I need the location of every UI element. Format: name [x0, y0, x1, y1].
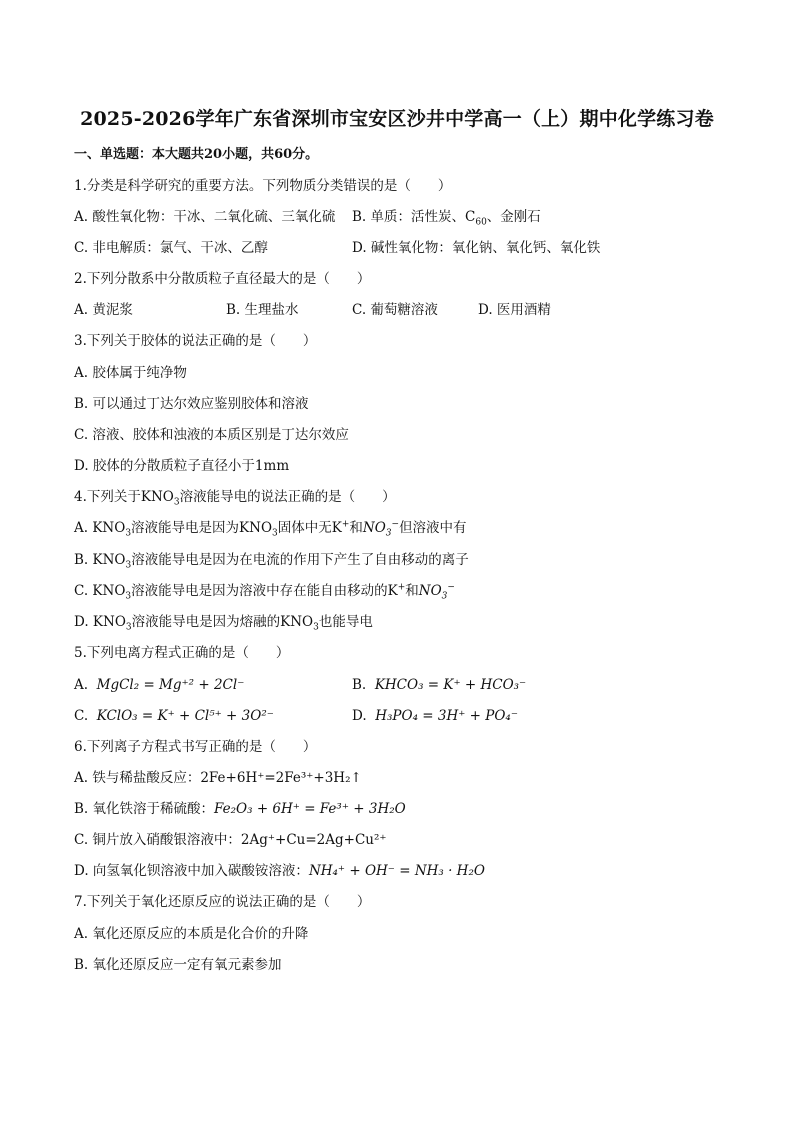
question-6-option-a: A. 铁与稀盐酸反应：2Fe+6H⁺=2Fe³⁺+3H₂↑: [74, 770, 362, 786]
question-1-stem: 1.分类是科学研究的重要方法。下列物质分类错误的是（ ）: [74, 178, 452, 194]
question-7-stem: 7.下列关于氧化还原反应的说法正确的是（ ）: [74, 894, 371, 910]
question-5-option-c: C. KClO₃ = K⁺ + Cl⁵⁺ + 3O²⁻: [74, 708, 274, 724]
question-3-stem: 3.下列关于胶体的说法正确的是（ ）: [74, 333, 317, 349]
question-4-option-c: C. $KNO_3$溶液能导电是因为溶液中存在能自由移动的K+和$NO_3^-$: [74, 582, 455, 602]
question-1-option-b: B. 单质：活性炭、$C_{60}$、金刚石: [352, 209, 541, 228]
question-5-option-b: B. KHCO₃ = K⁺ + HCO₃⁻: [352, 677, 527, 693]
question-3-option-a: A. 胶体属于纯净物: [74, 365, 187, 381]
question-2-option-b: B. 生理盐水: [226, 302, 299, 318]
question-3-option-c: C. 溶液、胶体和浊液的本质区别是丁达尔效应: [74, 427, 349, 443]
question-4-option-a: A. $KNO_3$溶液能导电是因为$KNO_3$固体中无K+和$NO_3^-$但溶液中有: [74, 519, 467, 539]
question-1-option-a: A. 酸性氧化物：干冰、二氧化硫、三氧化硫: [74, 209, 336, 225]
question-2-option-c: C. 葡萄糖溶液: [352, 302, 438, 318]
question-6-stem: 6.下列离子方程式书写正确的是（ ）: [74, 739, 317, 755]
question-1-option-c: C. 非电解质：氯气、干冰、乙醇: [74, 240, 268, 256]
question-4-stem: 4.下列关于$KNO_3$溶液能导电的说法正确的是（ ）: [74, 489, 396, 508]
question-2-stem: 2.下列分散系中分散质粒子直径最大的是（ ）: [74, 271, 371, 287]
question-5-option-d: D. H₃PO₄ = 3H⁺ + PO₄⁻: [352, 708, 518, 724]
question-4-option-b: B. $KNO_3$溶液能导电是因为在电流的作用下产生了自由移动的离子: [74, 552, 469, 571]
question-3-option-b: B. 可以通过丁达尔效应鉴别胶体和溶液: [74, 396, 309, 412]
question-2-option-a: A. 黄泥浆: [74, 302, 133, 318]
section-heading: 一、单选题：本大题共20小题，共60分。: [74, 147, 319, 162]
question-4-option-d: D. $KNO_3$溶液能导电是因为熔融的$KNO_3$也能导电: [74, 614, 373, 633]
question-3-option-d: D. 胶体的分散质粒子直径小于1mm: [74, 458, 290, 474]
question-7-option-b: B. 氧化还原反应一定有氧元素参加: [74, 957, 282, 973]
question-5-option-a: A. MgCl₂ = Mg⁺² + 2Cl⁻: [74, 677, 245, 693]
question-6-option-b: B. 氧化铁溶于稀硫酸：Fe₂O₃ + 6H⁺ = Fe³⁺ + 3H₂O: [74, 801, 406, 817]
question-2-option-d: D. 医用酒精: [478, 302, 551, 318]
question-1-option-d: D. 碱性氧化物：氧化钠、氧化钙、氧化铁: [352, 240, 601, 256]
question-6-option-c: C. 铜片放入硝酸银溶液中：2Ag⁺+Cu=2Ag+Cu²⁺: [74, 832, 387, 848]
question-6-option-d: D. 向氢氧化钡溶液中加入碳酸铵溶液：NH₄⁺ + OH⁻ = NH₃ · H₂O: [74, 863, 485, 879]
page-title: 2025-2026学年广东省深圳市宝安区沙井中学高一（上）期中化学练习卷: [80, 108, 714, 130]
question-5-stem: 5.下列电离方程式正确的是（ ）: [74, 645, 290, 661]
question-7-option-a: A. 氧化还原反应的本质是化合价的升降: [74, 926, 309, 942]
